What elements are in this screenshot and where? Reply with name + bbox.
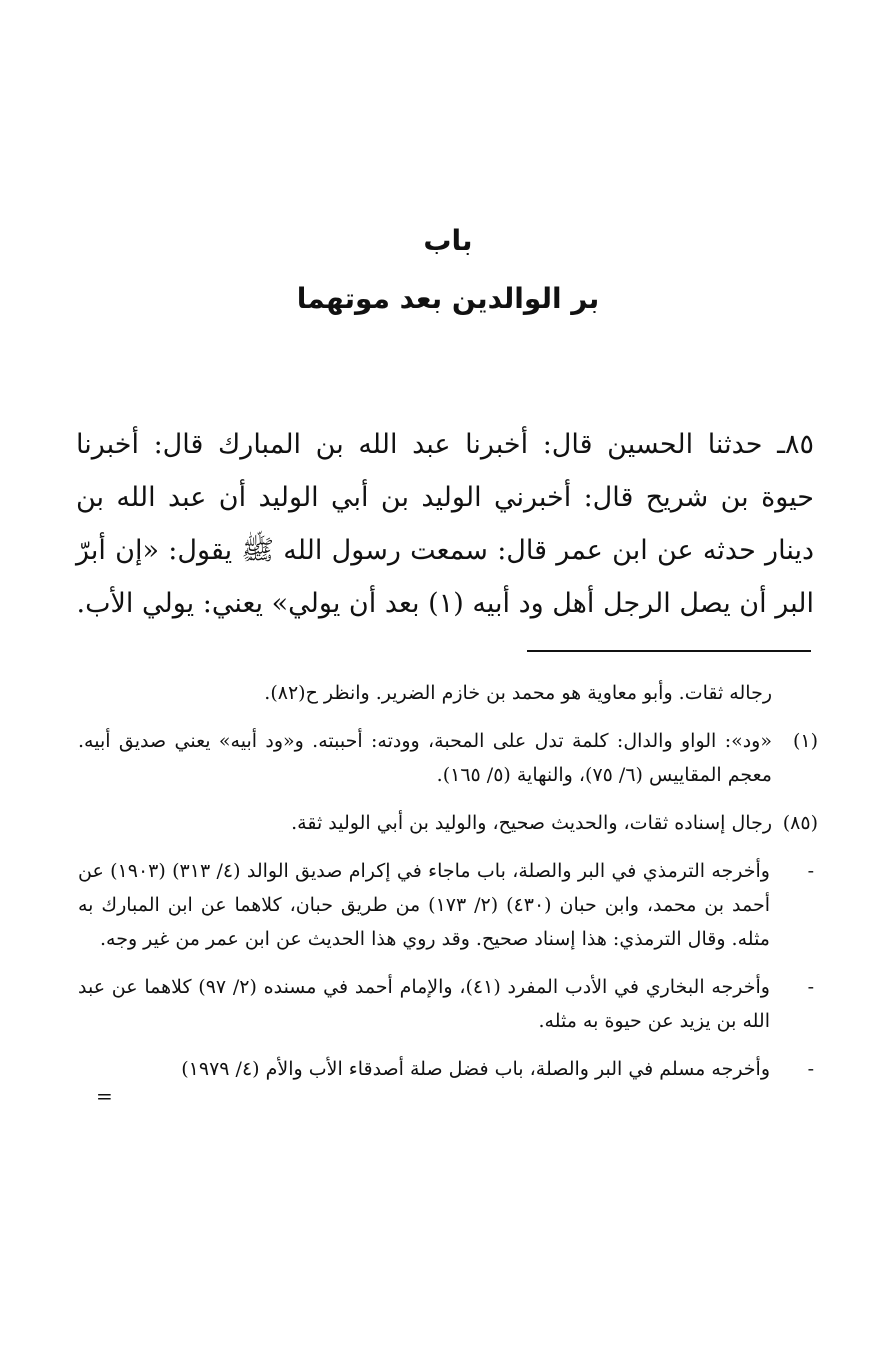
footnote-text: وأخرجه الترمذي في البر والصلة، باب ماجاء في إكرام صديق الوالد (٤/ ٣١٣) (١٩٠٣) عن أحمد بن محمد، وابن حبان (٤٣٠) (٢/ ١٧٣) من طريق حبان، كلاهما عن ابن المبارك به مثله. وقال الترمذي: هذا إسناد صحيح. وقد روي هذا الحديث عن ابن عمر من غير وجه. bbox=[78, 860, 770, 950]
footnote-1 bbox=[78, 724, 818, 792]
footnote-marker: (١) bbox=[792, 730, 818, 752]
hadith-text-block bbox=[76, 418, 814, 630]
hadith-body: حدثنا الحسين قال: أخبرنا عبد الله بن المبارك قال: أخبرنا حيوة بن شريح قال: أخبرني الوليد بن أبي الوليد أن عبد الله بن دينار حدثه عن ابن عمر قال: سمعت رسول الله ﷺ يقول: «إن أبرّ البر أن يصل الرجل أهل ود أبيه bbox=[76, 429, 814, 619]
hadith-body-end: بعد أن يولي» يعني: يولي الأب. bbox=[76, 588, 420, 619]
takhrij-bukhari bbox=[78, 970, 818, 1038]
dash-marker: - bbox=[807, 860, 814, 882]
footnote-narrators bbox=[78, 676, 818, 710]
footnote-marker: (٨٥) bbox=[782, 812, 818, 834]
continuation-mark: = bbox=[96, 1084, 113, 1108]
hadith-number: ٨٥ـ bbox=[777, 429, 814, 460]
footnote-separator bbox=[527, 650, 811, 652]
footnote-text: رجال إسناده ثقات، والحديث صحيح، والوليد بن أبي الوليد ثقة. bbox=[291, 812, 772, 834]
dash-marker: - bbox=[807, 1058, 814, 1080]
footnote-85 bbox=[78, 806, 818, 840]
chapter-label: باب bbox=[423, 224, 473, 257]
footnote-text: «ود»: الواو والدال: كلمة تدل على المحبة، وودته: أحببته. و«ود أبيه» يعني صديق أبيه. معجم المقاييس (٦/ ٧٥)، والنهاية (٥/ ١٦٥). bbox=[78, 730, 772, 786]
footnote-text: وأخرجه البخاري في الأدب المفرد (٤١)، والإمام أحمد في مسنده (٢/ ٩٧) كلاهما عن عبد الله بن يزيد عن حيوة به مثله. bbox=[78, 976, 770, 1032]
chapter-title: بر الوالدين بعد موتهما bbox=[296, 282, 600, 315]
footnote-reference: (١) bbox=[428, 588, 464, 619]
dash-marker: - bbox=[807, 976, 814, 998]
hadith-paragraph bbox=[76, 418, 814, 630]
footnote-text: وأخرجه مسلم في البر والصلة، باب فضل صلة أصدقاء الأب والأم (٤/ ١٩٧٩) bbox=[181, 1058, 770, 1080]
takhrij-muslim bbox=[78, 1052, 818, 1086]
footnotes-block bbox=[78, 676, 818, 1106]
takhrij-tirmidhi bbox=[78, 854, 818, 956]
footnote-text: رجاله ثقات. وأبو معاوية هو محمد بن خازم الضرير. وانظر ح(٨٢). bbox=[264, 682, 772, 704]
